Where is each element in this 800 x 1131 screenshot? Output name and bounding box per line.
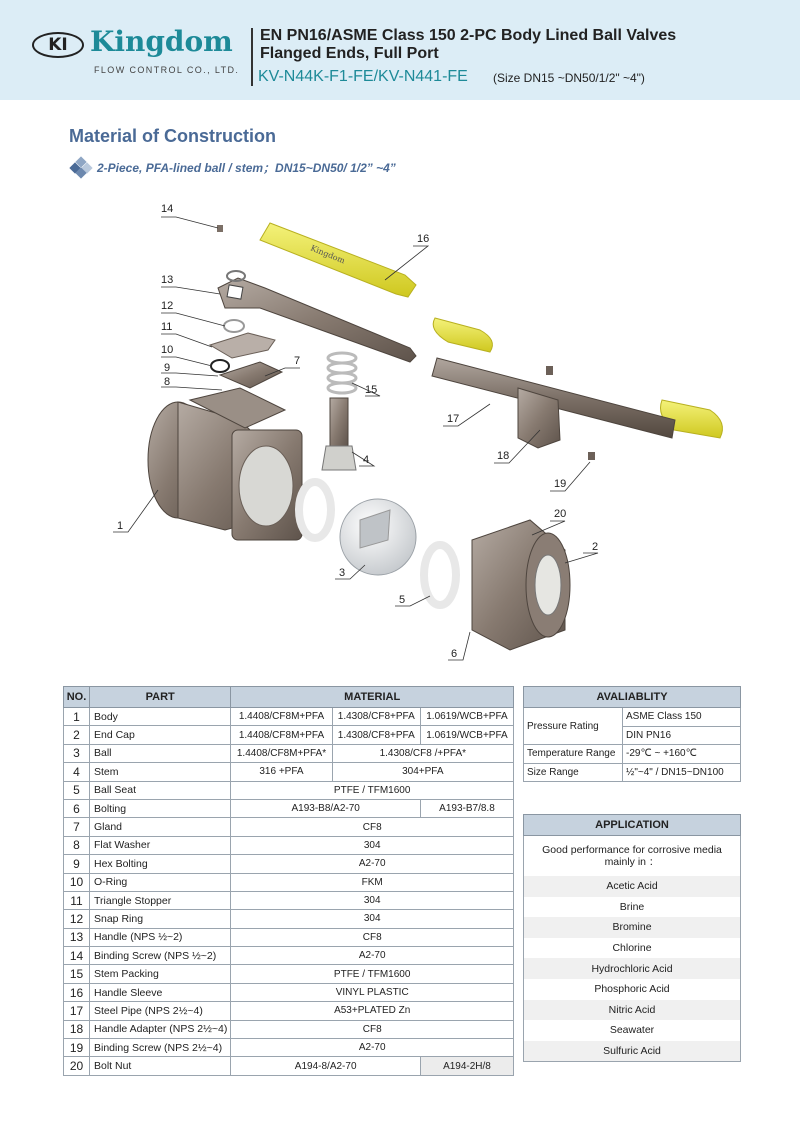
adapter-screw [546,366,553,375]
row-part: Stem [90,763,231,781]
row-no: 2 [64,726,90,744]
section-subtitle: 2-Piece, PFA-lined ball / stem；DN15~DN50/ 1/2” ~4” [97,160,396,175]
callout-16: 16 [417,233,430,245]
callout-4: 4 [363,454,370,466]
row-material: 1.0619/WCB+PFA [420,726,513,744]
logo-mark: KI [32,32,84,58]
row-material: A193-B8/A2-70 [231,799,421,817]
table-row [64,928,514,946]
callout-1: 1 [117,520,124,532]
callout-6: 6 [451,648,458,660]
col-no: NO. [64,687,90,708]
callout-17: 17 [447,413,460,425]
end-cap [472,520,570,650]
application-intro: Good performance for corrosive media mainly in ： [524,836,741,877]
table-row [524,763,741,782]
row-part: Body [90,708,231,726]
row-material: CF8 [231,818,514,836]
availability-table [523,686,741,782]
table-row [64,965,514,983]
row-material: 304+PFA [332,763,513,781]
table-row [64,1057,514,1075]
page-header [0,0,800,100]
row-no: 3 [64,744,90,762]
list-item: Acetic Acid [524,876,741,897]
row-material: 304 [231,891,514,909]
callout-10: 10 [161,344,174,356]
table-row [64,744,514,762]
row-no: 15 [64,965,90,983]
row-no: 12 [64,910,90,928]
exploded-view-diagram [60,190,740,680]
stem [322,398,356,470]
col-material: MATERIAL [231,687,514,708]
callout-9: 9 [164,362,171,374]
table-row [64,726,514,744]
product-title-line1: EN PN16/ASME Class 150 2-PC Body Lined Ball Valves [260,27,677,44]
table-row [524,745,741,764]
row-no: 20 [64,1057,90,1075]
binding-screw [217,225,223,232]
header-divider [251,28,253,86]
row-material: PTFE / TFM1600 [231,965,514,983]
row-no: 9 [64,855,90,873]
row-part: Triangle Stopper [90,891,231,909]
row-material: 1.4408/CF8M+PFA [231,708,332,726]
col-part: PART [90,687,231,708]
table-row [64,836,514,854]
list-item: Chlorine [524,938,741,959]
list-item: Sulfuric Acid [524,1041,741,1062]
table-row [64,763,514,781]
seat-ring-right [424,545,456,605]
row-part: Snap Ring [90,910,231,928]
row-part: Flat Washer [90,836,231,854]
table-row [64,818,514,836]
section-title: Material of Construction [69,126,277,146]
row-material: VINYL PLASTIC [231,983,514,1001]
product-size: (Size DN15 ~DN50/1/2" ~4") [493,71,645,85]
row-part: Stem Packing [90,965,231,983]
row-material: FKM [231,873,514,891]
triangle-stopper [210,333,275,358]
row-part: Bolt Nut [90,1057,231,1075]
table-row [64,799,514,817]
row-part: Handle Adapter (NPS 2½~4) [90,1020,231,1038]
diamond-bullet-icon [69,158,93,176]
row-material: 1.4408/CF8M+PFA* [231,744,332,762]
callout-19: 19 [554,478,567,490]
row-material: 1.4308/CF8 /+PFA* [332,744,513,762]
callout-5: 5 [399,594,406,606]
parts-table [63,686,514,1076]
callout-18: 18 [497,450,510,462]
row-part: Hex Bolting [90,855,231,873]
row-part: Bolting [90,799,231,817]
row-part: Gland [90,818,231,836]
table-row [524,708,741,727]
table-row [64,1002,514,1020]
row-part: Handle (NPS ½~2) [90,928,231,946]
list-item: Nitric Acid [524,1000,741,1021]
product-title-line2: Flanged Ends, Full Port [260,45,439,62]
row-material: 316 +PFA [231,763,332,781]
table-row [64,708,514,726]
temperature-value: -29℃ ~ +160℃ [623,745,741,764]
table-row [64,1039,514,1057]
row-no: 18 [64,1020,90,1038]
row-material: CF8 [231,1020,514,1038]
stem-packing [328,353,356,393]
callout-12: 12 [161,300,174,312]
row-no: 7 [64,818,90,836]
row-material: A193-B7/8.8 [420,799,513,817]
row-no: 17 [64,1002,90,1020]
table-row [64,873,514,891]
callout-11: 11 [161,321,173,333]
table-row [64,947,514,965]
row-material: A194-2H/8 [420,1057,513,1075]
list-item: Brine [524,897,741,918]
table-row [64,855,514,873]
callout-3: 3 [339,567,346,579]
application-header: APPLICATION [524,815,741,836]
callout-20: 20 [554,508,567,520]
application-table [523,814,741,1062]
product-model: KV-N44K-F1-FE/KV-N441-FE [258,68,468,85]
logo-subtitle: FLOW CONTROL CO., LTD. [94,65,240,75]
row-material: 1.4408/CF8M+PFA [231,726,332,744]
seat-ring-left [299,482,331,538]
row-no: 4 [64,763,90,781]
pipe-cap-top [433,318,492,352]
row-material: A2-70 [231,855,514,873]
row-part: Binding Screw (NPS 2½~4) [90,1039,231,1057]
row-no: 10 [64,873,90,891]
row-no: 1 [64,708,90,726]
callout-7: 7 [294,355,301,367]
list-item: Seawater [524,1020,741,1041]
size-label: Size Range [524,763,623,782]
binding-screw-19 [588,452,595,460]
row-material: 304 [231,836,514,854]
list-item: Hydrochloric Acid [524,958,741,979]
parts-table-header [64,687,514,708]
logo-name: Kingdom [90,25,233,58]
list-item: Phosphoric Acid [524,979,741,1000]
ball [340,499,416,575]
pressure-value-2: DIN PN16 [623,726,741,745]
table-row [64,910,514,928]
table-row [64,983,514,1001]
table-row [64,891,514,909]
table-row [64,781,514,799]
row-part: Ball [90,744,231,762]
callout-8: 8 [164,376,171,388]
pressure-label: Pressure Rating [524,708,623,745]
row-part: Steel Pipe (NPS 2½~4) [90,1002,231,1020]
row-material: PTFE / TFM1600 [231,781,514,799]
row-material: A53+PLATED Zn [231,1002,514,1020]
row-no: 13 [64,928,90,946]
table-row [64,1020,514,1038]
row-no: 16 [64,983,90,1001]
row-no: 11 [64,891,90,909]
row-part: End Cap [90,726,231,744]
o-ring [211,360,229,372]
list-item: Bromine [524,917,741,938]
valve-body [148,388,302,540]
callout-2: 2 [592,541,599,553]
row-material: A2-70 [231,947,514,965]
row-material: 304 [231,910,514,928]
handle-sleeve [260,223,416,297]
row-material: 1.4308/CF8+PFA [332,708,420,726]
callout-15: 15 [365,384,378,396]
row-material: A194-8/A2-70 [231,1057,421,1075]
callout-13: 13 [161,274,174,286]
row-material: 1.4308/CF8+PFA [332,726,420,744]
ring-12 [224,320,244,332]
row-material: CF8 [231,928,514,946]
row-no: 19 [64,1039,90,1057]
row-no: 5 [64,781,90,799]
row-part: O-Ring [90,873,231,891]
row-part: Binding Screw (NPS ½~2) [90,947,231,965]
section-subtitle-row [69,158,396,176]
callout-14: 14 [161,203,174,215]
pressure-value-1: ASME Class 150 [623,708,741,727]
row-material: A2-70 [231,1039,514,1057]
row-no: 8 [64,836,90,854]
row-no: 6 [64,799,90,817]
size-value: ½"~4" / DN15~DN100 [623,763,741,782]
row-part: Ball Seat [90,781,231,799]
row-part: Handle Sleeve [90,983,231,1001]
handle-sleeve-brand: Kingdom [309,243,347,266]
availability-header: AVALIABLITY [524,687,741,708]
temperature-label: Temperature Range [524,745,623,764]
row-material: 1.0619/WCB+PFA [420,708,513,726]
row-no: 14 [64,947,90,965]
